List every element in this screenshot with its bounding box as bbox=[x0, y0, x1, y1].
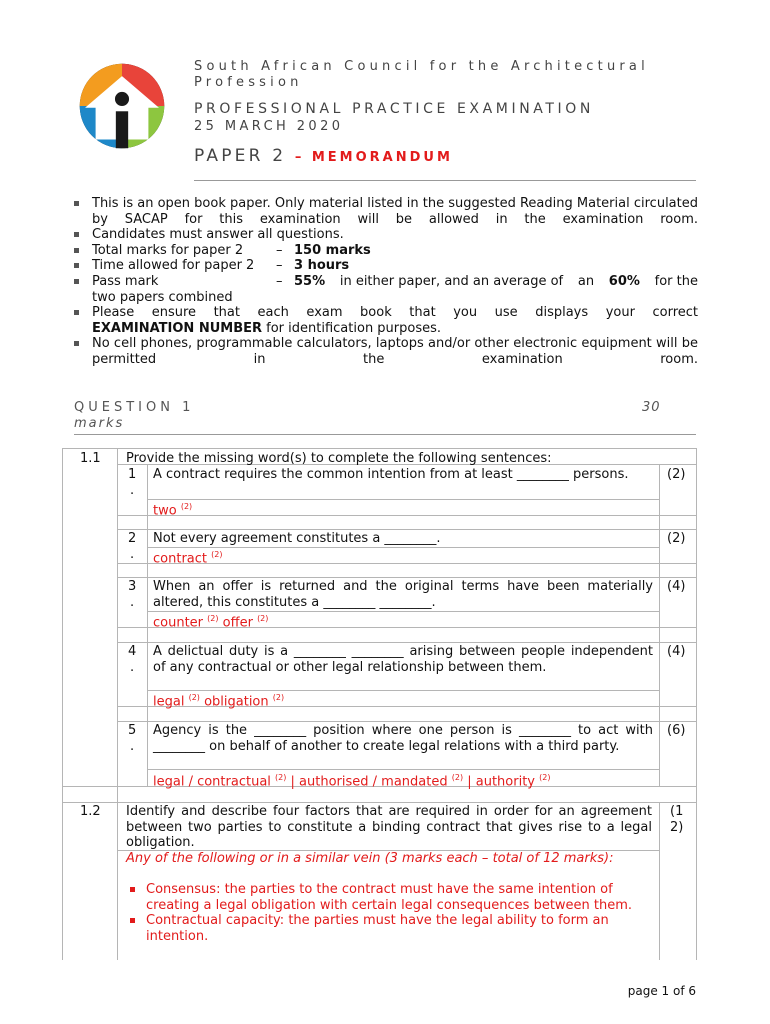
row-line bbox=[62, 802, 696, 803]
instruction-time: Time allowed for paper 2 – 3 hours bbox=[74, 258, 698, 274]
row-line bbox=[117, 577, 696, 578]
answer-intro: Any of the following or in a similar vein (3 marks each – total of 12 marks): bbox=[126, 851, 614, 866]
row-line bbox=[117, 721, 696, 722]
question-text: A contract requires the common intention from at least ________ persons. bbox=[153, 467, 629, 482]
question-text: A delictual duty is a ________ ________ arising between people independent of any contractual or other legal relationship between them. bbox=[153, 644, 653, 675]
row-line bbox=[147, 547, 659, 548]
answer-item: Consensus: the parties to the contract must have the same intention of creating a legal obligation with certain legal consequences between them. bbox=[126, 882, 652, 913]
table-left-border bbox=[62, 448, 63, 960]
mark-col-divider bbox=[659, 464, 660, 786]
paper-title bbox=[194, 146, 453, 166]
mark-col-divider-2 bbox=[659, 802, 660, 960]
section-instruction: Provide the missing word(s) to complete the following sentences: bbox=[126, 451, 552, 466]
header-divider bbox=[194, 180, 696, 181]
question-mark: (4) bbox=[667, 644, 686, 659]
exam-title: PROFESSIONAL PRACTICE EXAMINATION bbox=[194, 101, 594, 117]
answer-item: Contractual capacity: the parties must have the legal ability to form an intention. bbox=[126, 913, 652, 944]
answer-list bbox=[126, 882, 652, 944]
table-right-border bbox=[696, 448, 697, 960]
instructions-list bbox=[74, 196, 698, 368]
instruction-pass-mark: Pass mark – 55% in either paper, and an average of an 60% for the two papers combined bbox=[74, 274, 698, 305]
question-text: When an offer is returned and the original terms have been materially altered, this constitutes a ________ ________. bbox=[153, 579, 653, 610]
question-marks: 30 bbox=[642, 400, 661, 415]
item-number: 4 bbox=[128, 644, 137, 659]
row-line bbox=[117, 515, 696, 516]
instruction-no-devices: No cell phones, programmable calculators, laptops and/or other electronic equipment will be permitted in the examination room. bbox=[74, 336, 698, 367]
question-divider bbox=[74, 434, 696, 435]
question-mark: (2) bbox=[667, 531, 686, 546]
instruction-answer-all: Candidates must answer all questions. bbox=[74, 227, 698, 243]
section-number: 1.1 bbox=[80, 451, 101, 466]
row-line bbox=[117, 642, 696, 643]
answer-text: contract $^{(2)}$ bbox=[153, 550, 223, 567]
answer-text: legal $^{(2)}$ obligation $^{(2)}$ bbox=[153, 693, 285, 710]
question-heading: QUESTION 1 bbox=[74, 400, 195, 415]
answer-text: legal / contractual $^{(2)}$ | authorised / mandated $^{(2)}$ | authority $^{(2)}$ bbox=[153, 773, 551, 790]
sacap-logo bbox=[78, 62, 166, 150]
question-mark-cont: 2) bbox=[670, 820, 684, 835]
table-col-divider bbox=[117, 448, 118, 960]
question-mark: (4) bbox=[667, 579, 686, 594]
question-text: Agency is the ________ position where one person is ________ to act with ________ on behalf of another to create legal relations with a third party. bbox=[153, 723, 653, 754]
answer-text: counter $^{(2)}$ offer $^{(2)}$ bbox=[153, 614, 269, 631]
item-number-dot: . bbox=[130, 483, 135, 498]
item-number: 3 bbox=[128, 579, 137, 594]
question-mark: (2) bbox=[667, 467, 686, 482]
question-mark: (1 bbox=[670, 804, 684, 819]
instruction-open-book: This is an open book paper. Only material listed in the suggested Reading Material circulated by SACAP for this examination will be allowed in the examination room. bbox=[74, 196, 698, 227]
question-text: Not every agreement constitutes a ________. bbox=[153, 531, 441, 546]
page-number: page 1 of 6 bbox=[627, 984, 696, 998]
paper-number: PAPER 2 bbox=[194, 146, 287, 166]
row-line bbox=[147, 499, 659, 500]
table-top-border bbox=[62, 448, 696, 449]
organisation-name: South African Council for the Architectural Profession bbox=[194, 59, 649, 90]
question-mark: (6) bbox=[667, 723, 686, 738]
memorandum-label: – MEMORANDUM bbox=[294, 150, 453, 165]
item-number-dot: . bbox=[130, 660, 135, 675]
item-number: 5 bbox=[128, 723, 137, 738]
item-number-dot: . bbox=[130, 595, 135, 610]
instruction-exam-number: Please ensure that each exam book that you use displays your correct EXAMINATION NUMBER for identification purposes. bbox=[74, 305, 698, 336]
exam-date: 25 MARCH 2020 bbox=[194, 119, 344, 134]
answer-text: two $^{(2)}$ bbox=[153, 502, 193, 519]
item-number: 2 bbox=[128, 531, 137, 546]
instruction-total-marks: Total marks for paper 2 – 150 marks bbox=[74, 243, 698, 259]
subnum-col-divider bbox=[147, 464, 148, 786]
question-marks-label: marks bbox=[74, 416, 125, 431]
item-number-dot: . bbox=[130, 547, 135, 562]
question-text: Identify and describe four factors that are required in order for an agreement between two parties to constitute a binding contract that gives rise to a legal obligation. bbox=[126, 804, 652, 851]
item-number-dot: . bbox=[130, 739, 135, 754]
section-number: 1.2 bbox=[80, 804, 101, 819]
item-number: 1 bbox=[128, 467, 137, 482]
row-line bbox=[117, 529, 696, 530]
